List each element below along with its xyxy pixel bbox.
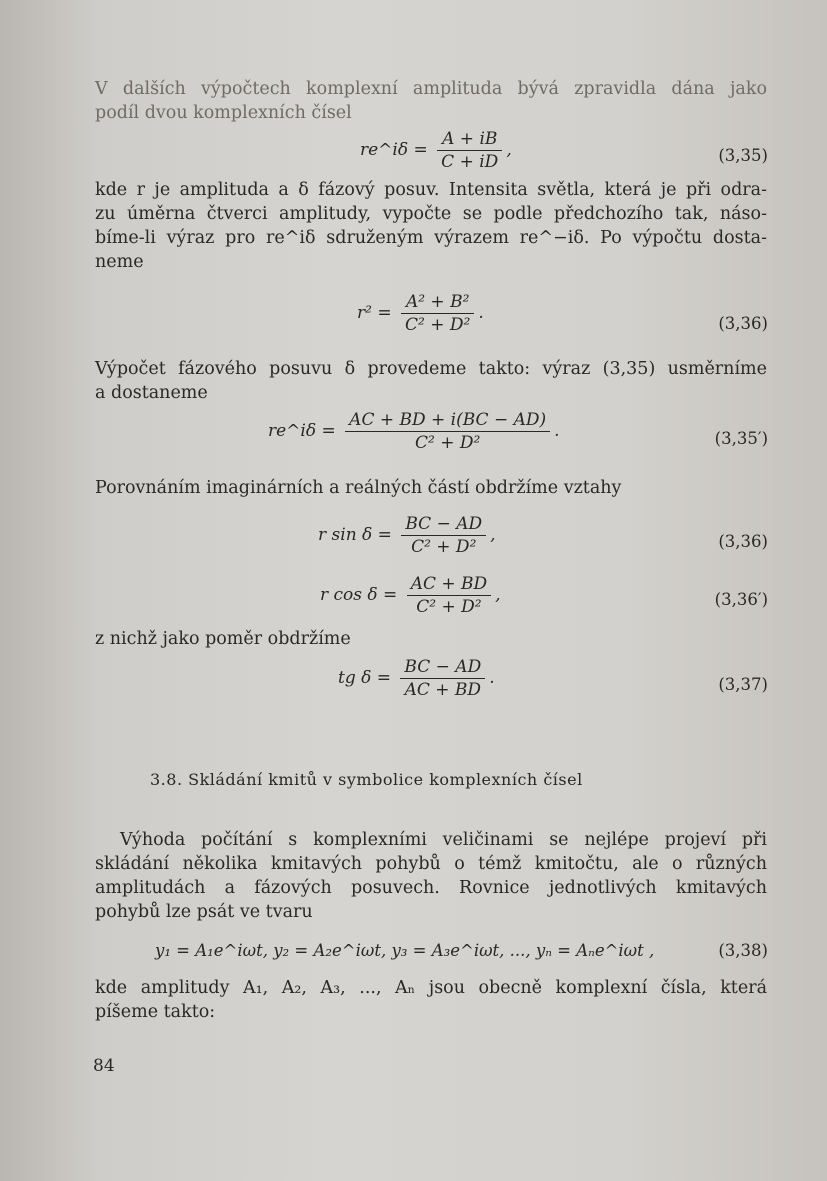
text-line: a dostaneme [95,383,208,403]
equation-number: (3,35′) [714,429,768,448]
equation-number: (3,35) [718,146,768,165]
text-line: V dalších výpočtech komplexní amplituda bývá zpravidla dána jako [95,79,767,99]
page-number: 84 [93,1056,115,1076]
text-line: bíme-li výraz pro re^iδ sdruženým výrazem re^−iδ. Po výpočtu dosta- [95,228,767,248]
section-heading: 3.8. Skládání kmitů v symbolice komplexních čísel [150,770,583,789]
equation-3-36-cos: r cos δ = $\frac{AC + BD}{\text{C² + D²}}$ , [320,574,501,617]
equation-number: (3,36) [718,314,768,333]
text-line: z nichž jako poměr obdržíme [95,629,351,649]
text-line: Výhoda počítání s komplexními veličinami se nejlépe projeví při [120,830,767,850]
text-line: Výpočet fázového posuvu δ provedeme takto: výraz (3,35) usměrníme [95,359,767,379]
equation-3-35-prime: re^iδ = $\frac{AC + BD + i(BC - AD)}{\text{C² + D²}}$ . [268,410,560,453]
equation-number: (3,36′) [714,590,768,609]
equation-number: (3,37) [718,675,768,694]
text-line: Porovnáním imaginárních a reálných částí obdržíme vztahy [95,478,622,498]
equation-number: (3,38) [718,941,768,960]
text-line: kde amplitudy A₁, A₂, A₃, ..., Aₙ jsou obecně komplexní čísla, která [95,978,767,998]
equation-3-35: re^iδ = $\frac{A + iB}{C + iD}$ , [360,129,512,172]
text-line: zu úměrna čtverci amplitudy, vypočte se podle předchozího tak, náso- [95,204,767,224]
equation-3-36: r² = $\frac{\text{A² + B²}}{\text{C² + D²}}$ . [357,292,484,335]
equation-3-36-sin: r sin δ = $\frac{BC - AD}{\text{C² + D²}}$ , [318,514,496,557]
text-line: amplitudách a fázových posuvech. Rovnice jednotlivých kmitavých [95,878,767,898]
equation-3-37: tg δ = $\frac{BC - AD}{AC + BD}$ . [338,657,495,700]
text-line: pohybů lze psát ve tvaru [95,902,313,922]
text-line: kde r je amplituda a δ fázový posuv. Intensita světla, která je při odra- [95,180,767,200]
text-line: skládání několika kmitavých pohybů o témž kmitočtu, ale o různých [95,854,767,874]
text-line: podíl dvou komplexních čísel [95,103,352,123]
text-line: píšeme takto: [95,1002,216,1022]
equation-number: (3,36) [718,532,768,551]
text-line: neme [95,252,144,272]
equation-3-38: y₁ = A₁e^iωt, y₂ = A₂e^iωt, y₃ = A₃e^iωt, ..., yₙ = Aₙe^iωt , [155,941,655,960]
